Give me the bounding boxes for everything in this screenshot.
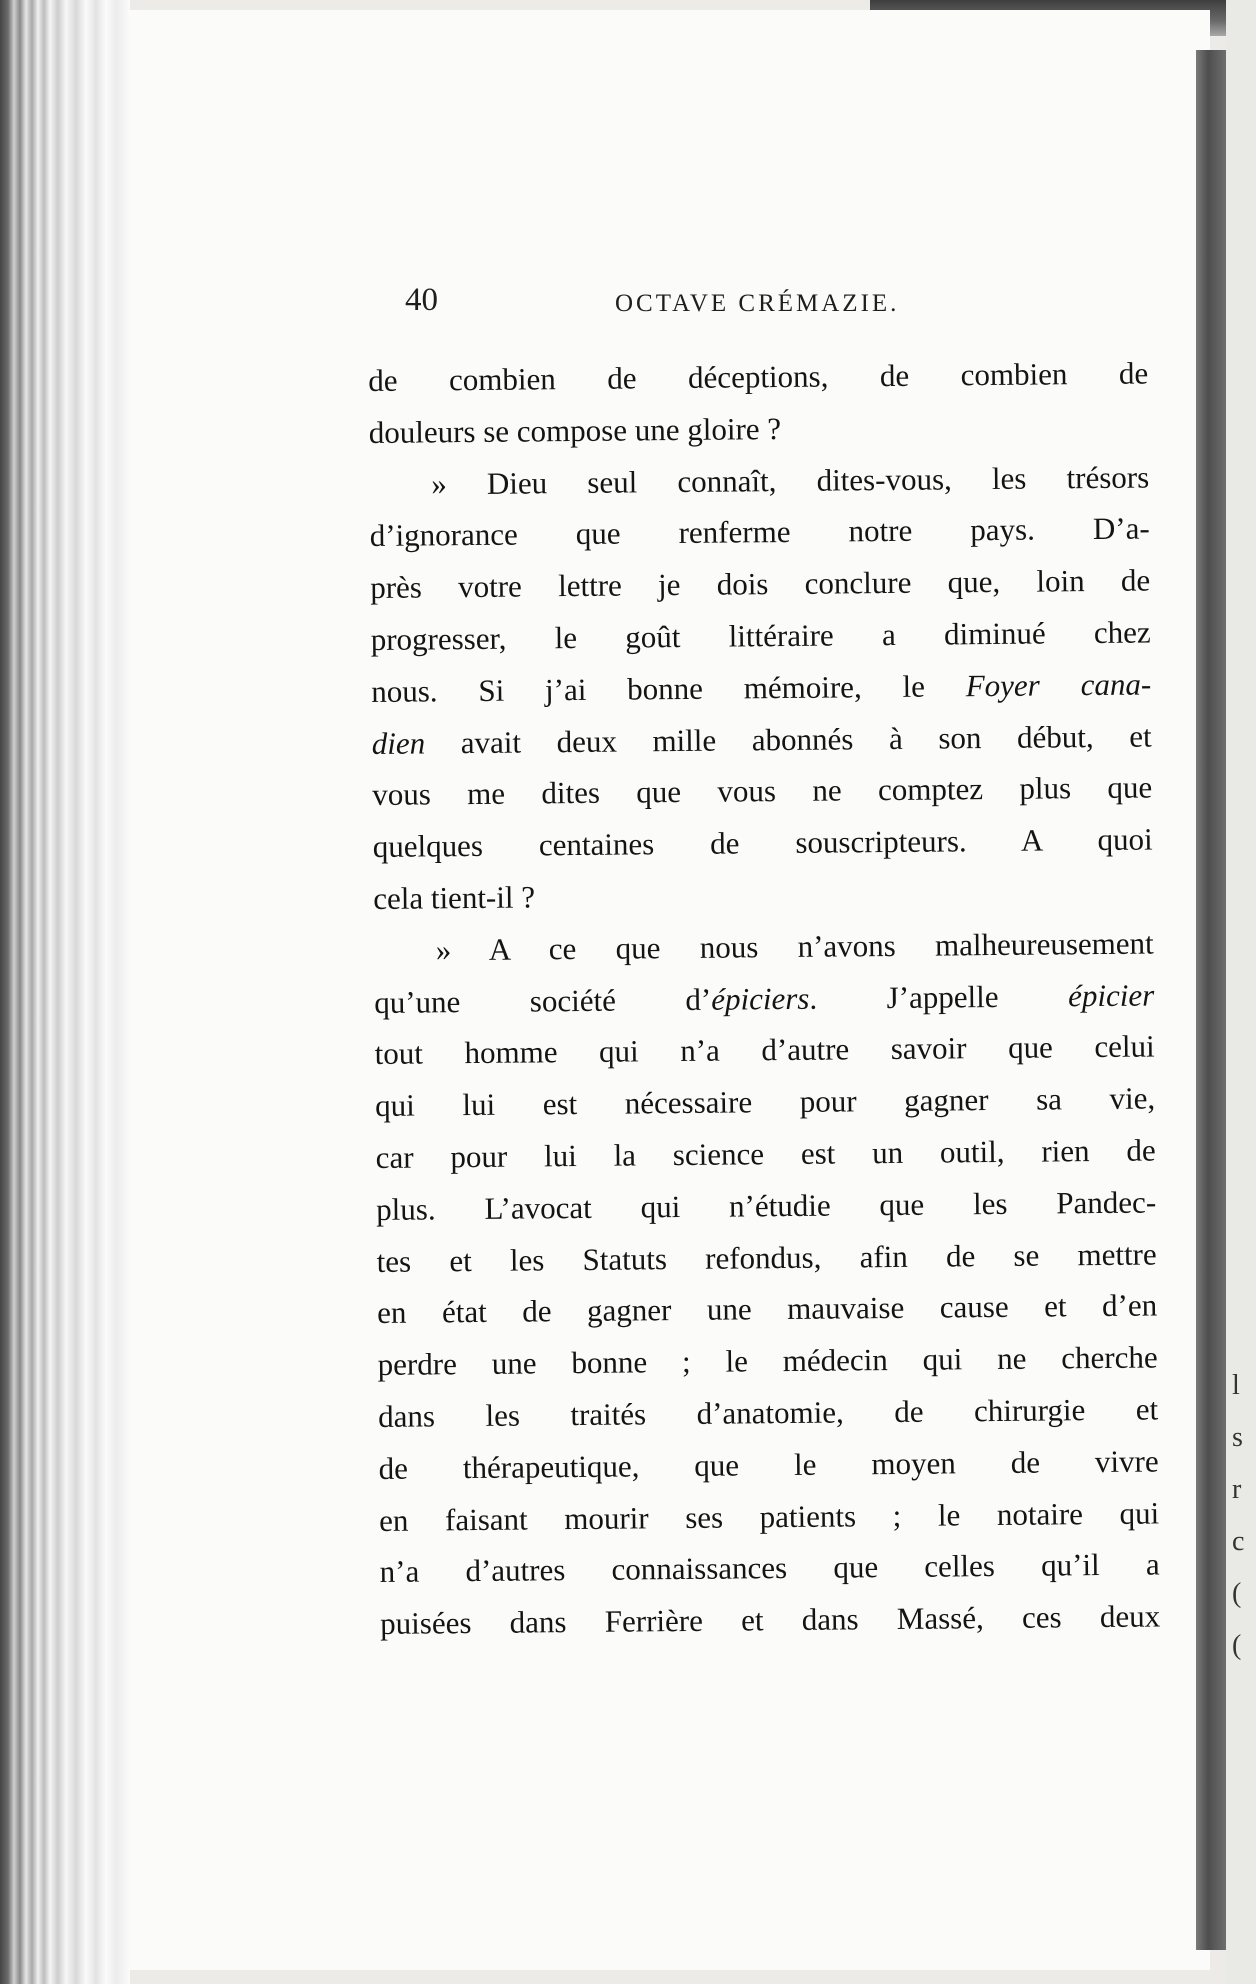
margin-glyph: c	[1232, 1526, 1245, 1557]
facing-page-fragments	[1232, 1360, 1256, 1672]
page-header	[405, 282, 1145, 332]
text-line: qui lui est nécessaire pour gagner sa vie,	[375, 1080, 1156, 1124]
italic-title-run: dien	[371, 725, 426, 761]
body-text	[368, 348, 1160, 1650]
facing-page-edge	[1226, 0, 1256, 1984]
text-line: tes et les Statuts refondus, afin de se mettre	[376, 1236, 1157, 1279]
text-line: quelques centaines de souscripteurs. A quoi	[372, 821, 1153, 865]
italic-title-run: Foyer cana-	[965, 666, 1152, 704]
margin-glyph: r	[1232, 1474, 1242, 1505]
text-line: de combien de déceptions, de combien de	[368, 355, 1149, 398]
text-line: vous me dites que vous ne comptez plus que	[372, 769, 1153, 813]
page-number: 40	[405, 282, 438, 318]
italic-word-run: épiciers	[711, 980, 810, 1017]
text-line: en état de gagner une mauvaise cause et d’en	[377, 1287, 1158, 1331]
text-line: en faisant mourir ses patients ; le notaire qui	[379, 1494, 1160, 1538]
text-line	[374, 969, 1154, 1028]
text-line: près votre lettre je dois conclure que, loin de	[370, 562, 1151, 606]
text-line: dans les traités d’anatomie, de chirurgie et	[378, 1391, 1159, 1434]
text-line	[371, 710, 1151, 769]
text-line: d’ignorance que renferme notre pays. D’a-	[369, 510, 1150, 554]
text-line: tout homme qui n’a d’autre savoir que celui	[374, 1028, 1155, 1072]
binding-shadow	[1196, 50, 1226, 1950]
text-line: perdre une bonne ; le médecin qui ne cherche	[377, 1339, 1158, 1383]
text-run: . J’appelle	[809, 977, 1069, 1016]
text-line: » A ce que nous n’avons malheureusement	[435, 925, 1154, 968]
text-line: plus. L’avocat qui n’étudie que les Pandec-	[376, 1184, 1157, 1227]
text-line	[371, 658, 1151, 717]
running-head: OCTAVE CRÉMAZIE.	[615, 290, 900, 317]
text-run: avait deux mille abonnés à son début, et	[424, 718, 1152, 761]
text-line: cela tient-il ?	[373, 879, 536, 916]
text-line: n’a d’autres connaissances que celles qu’il a	[379, 1546, 1160, 1590]
text-line: car pour lui la science est un outil, rien de	[375, 1132, 1156, 1175]
margin-glyph: (	[1232, 1578, 1242, 1609]
text-line: douleurs se compose une gloire ?	[368, 410, 782, 450]
page-edges	[0, 0, 130, 1984]
text-line: de thérapeutique, que le moyen de vivre	[378, 1443, 1159, 1486]
text-line: puisées dans Ferrière et dans Massé, ces deux	[380, 1598, 1161, 1642]
text-run: nous. Si j’ai bonne mémoire, le	[371, 668, 966, 709]
text-line: » Dieu seul connaît, dites-vous, les trésors	[431, 459, 1150, 501]
italic-word-run: épicier	[1067, 977, 1155, 1013]
margin-glyph: s	[1232, 1422, 1243, 1453]
text-run: qu’une société d’	[374, 981, 712, 1020]
margin-glyph: (	[1232, 1630, 1242, 1661]
margin-glyph: l	[1232, 1370, 1240, 1401]
text-line: progresser, le goût littéraire a diminué chez	[370, 614, 1151, 657]
